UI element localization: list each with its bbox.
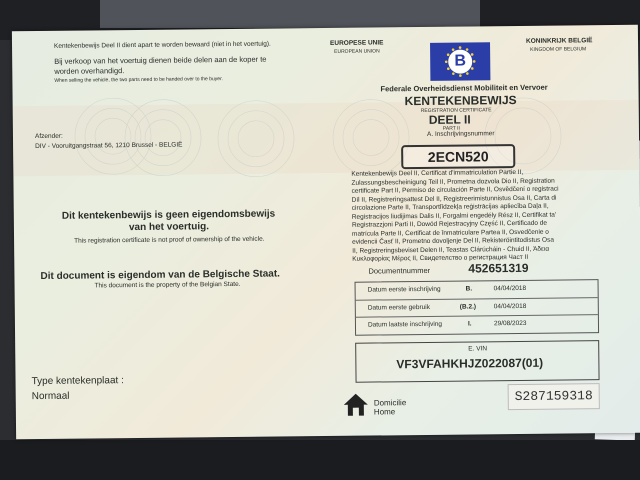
multilingual-line: Díl II, Registreringsattest Del II, Registreerimistunnistus Osa II, Carta di bbox=[351, 194, 557, 204]
document-number-label: Documentnummer bbox=[368, 265, 431, 276]
plate-number: 2ECN520 bbox=[401, 144, 515, 169]
ownership-statement: Dit kentekenbewijs is geen eigendomsbewijs bbox=[61, 208, 276, 222]
plate-type-label: Type kentekenplaat : bbox=[31, 375, 124, 388]
ownership-statement-2: van het voertuig. bbox=[128, 221, 210, 234]
date-label: Datum eerste gebruik bbox=[367, 303, 430, 312]
multilingual-line: matrícula Parte II, Certificat de înmatriculare Partea II, Osvedčenie o bbox=[351, 228, 549, 238]
eu-flag bbox=[430, 42, 490, 81]
registration-number-label: A. Inschrijvingsnummer bbox=[426, 130, 495, 138]
document-number: 452651319 bbox=[468, 260, 529, 276]
eu-label: EUROPESE UNIE bbox=[329, 39, 384, 47]
date-label: Datum eerste inschrijving bbox=[367, 285, 441, 294]
multilingual-line: Κυκλοφορίας Μέρος II, Свидетелство о регистрация Част II bbox=[352, 253, 529, 263]
instruction-line-2: Bij verkoop van het voertuig dienen beide delen aan de koper te bbox=[54, 54, 267, 66]
multilingual-line: Kentekenbewijs Deel II, Certificat d'immatriculation Partie II, bbox=[351, 168, 524, 178]
state-property-statement: Dit document is eigendom van de Belgische Staat. bbox=[40, 268, 280, 283]
multilingual-line: circolazione Parte II, Transportlīdzekļa reģistrācijas apliecība Daļa II, bbox=[351, 202, 549, 212]
table-row bbox=[356, 314, 598, 334]
date-code: I. bbox=[467, 320, 472, 328]
background-bottom bbox=[0, 440, 640, 480]
instruction-english: When selling the vehicle, the two parts need to be handed over to the buyer. bbox=[54, 76, 223, 84]
date-value: 04/04/2018 bbox=[493, 302, 527, 311]
multilingual-line: evidencii Časť II, Prometno dovoljenje Del II, Rekisteröintitodistus Osa bbox=[352, 236, 555, 246]
domicile-label-english: Home bbox=[373, 407, 396, 417]
document-part: DEEL II bbox=[428, 112, 471, 127]
eu-label-english: EUROPEAN UNION bbox=[334, 48, 380, 55]
sender-address: DIV - Vooruitgangstraat 56, 1210 Brussel - BELGIË bbox=[35, 141, 183, 151]
vin-label: E. VIN bbox=[468, 345, 488, 353]
vin-number: VF3VFAHKHJZ022087(01) bbox=[396, 355, 544, 372]
multilingual-line: Zulassungsbescheinigung Teil II, Prometna dozvola Dio II, Registration bbox=[351, 177, 555, 187]
document-title-english: REGISTRATION CERTIFICATE bbox=[420, 107, 492, 115]
kingdom-label: KONINKRIJK BELGIË bbox=[525, 37, 593, 45]
sender-label: Afzender: bbox=[34, 132, 63, 141]
multilingual-line: Registracijos liudijimas Dalis II, Forgalmi engedély Rész II, Certifikat ta' bbox=[351, 211, 557, 221]
ownership-statement-english: This registration certificate is not proof of ownership of the vehicle. bbox=[74, 235, 265, 245]
vin-box bbox=[355, 340, 599, 383]
background-folder bbox=[100, 0, 480, 28]
document-title: KENTEKENBEWIJS bbox=[404, 93, 517, 109]
instruction-line-1: Kentekenbewijs Deel II dient apart te worden bewaard (niet in het voertuig). bbox=[54, 40, 271, 50]
multilingual-line: certificate Part II, Permiso de circulación Parte II, Osvědčení o registraci bbox=[351, 185, 559, 195]
date-code: (B.2.) bbox=[459, 303, 477, 311]
home-icon bbox=[342, 392, 370, 418]
date-code: B. bbox=[465, 285, 473, 293]
plate-type-value: Normaal bbox=[31, 390, 70, 403]
state-property-english: This document is the property of the Belgian State. bbox=[94, 280, 241, 290]
multilingual-line: Registrazzjoni Parti II, Dowód Rejestracyjny Część II, Certificado de bbox=[351, 219, 548, 229]
country-letter: B bbox=[448, 49, 472, 73]
date-value: 29/08/2023 bbox=[493, 319, 527, 328]
domicile-label: Domicilie bbox=[373, 398, 407, 408]
dates-table bbox=[355, 279, 600, 336]
authority: Federale Overheidsdienst Mobiliteit en Vervoer bbox=[380, 82, 548, 94]
serial-number: S287159318 bbox=[508, 383, 600, 410]
registration-certificate bbox=[12, 25, 640, 440]
instruction-line-3: worden overhandigd. bbox=[54, 66, 125, 76]
multilingual-line: II, Registreringsbeviset Delen II, Teastas Clárúcháin - Chuid II, Άδεια bbox=[352, 245, 550, 255]
document-part-english: PART II bbox=[442, 125, 460, 132]
table-row bbox=[356, 280, 598, 299]
kingdom-label-english: KINGDOM OF BELGIUM bbox=[530, 46, 587, 53]
date-value: 04/04/2018 bbox=[493, 284, 527, 293]
date-label: Datum laatste inschrijving bbox=[367, 320, 443, 329]
